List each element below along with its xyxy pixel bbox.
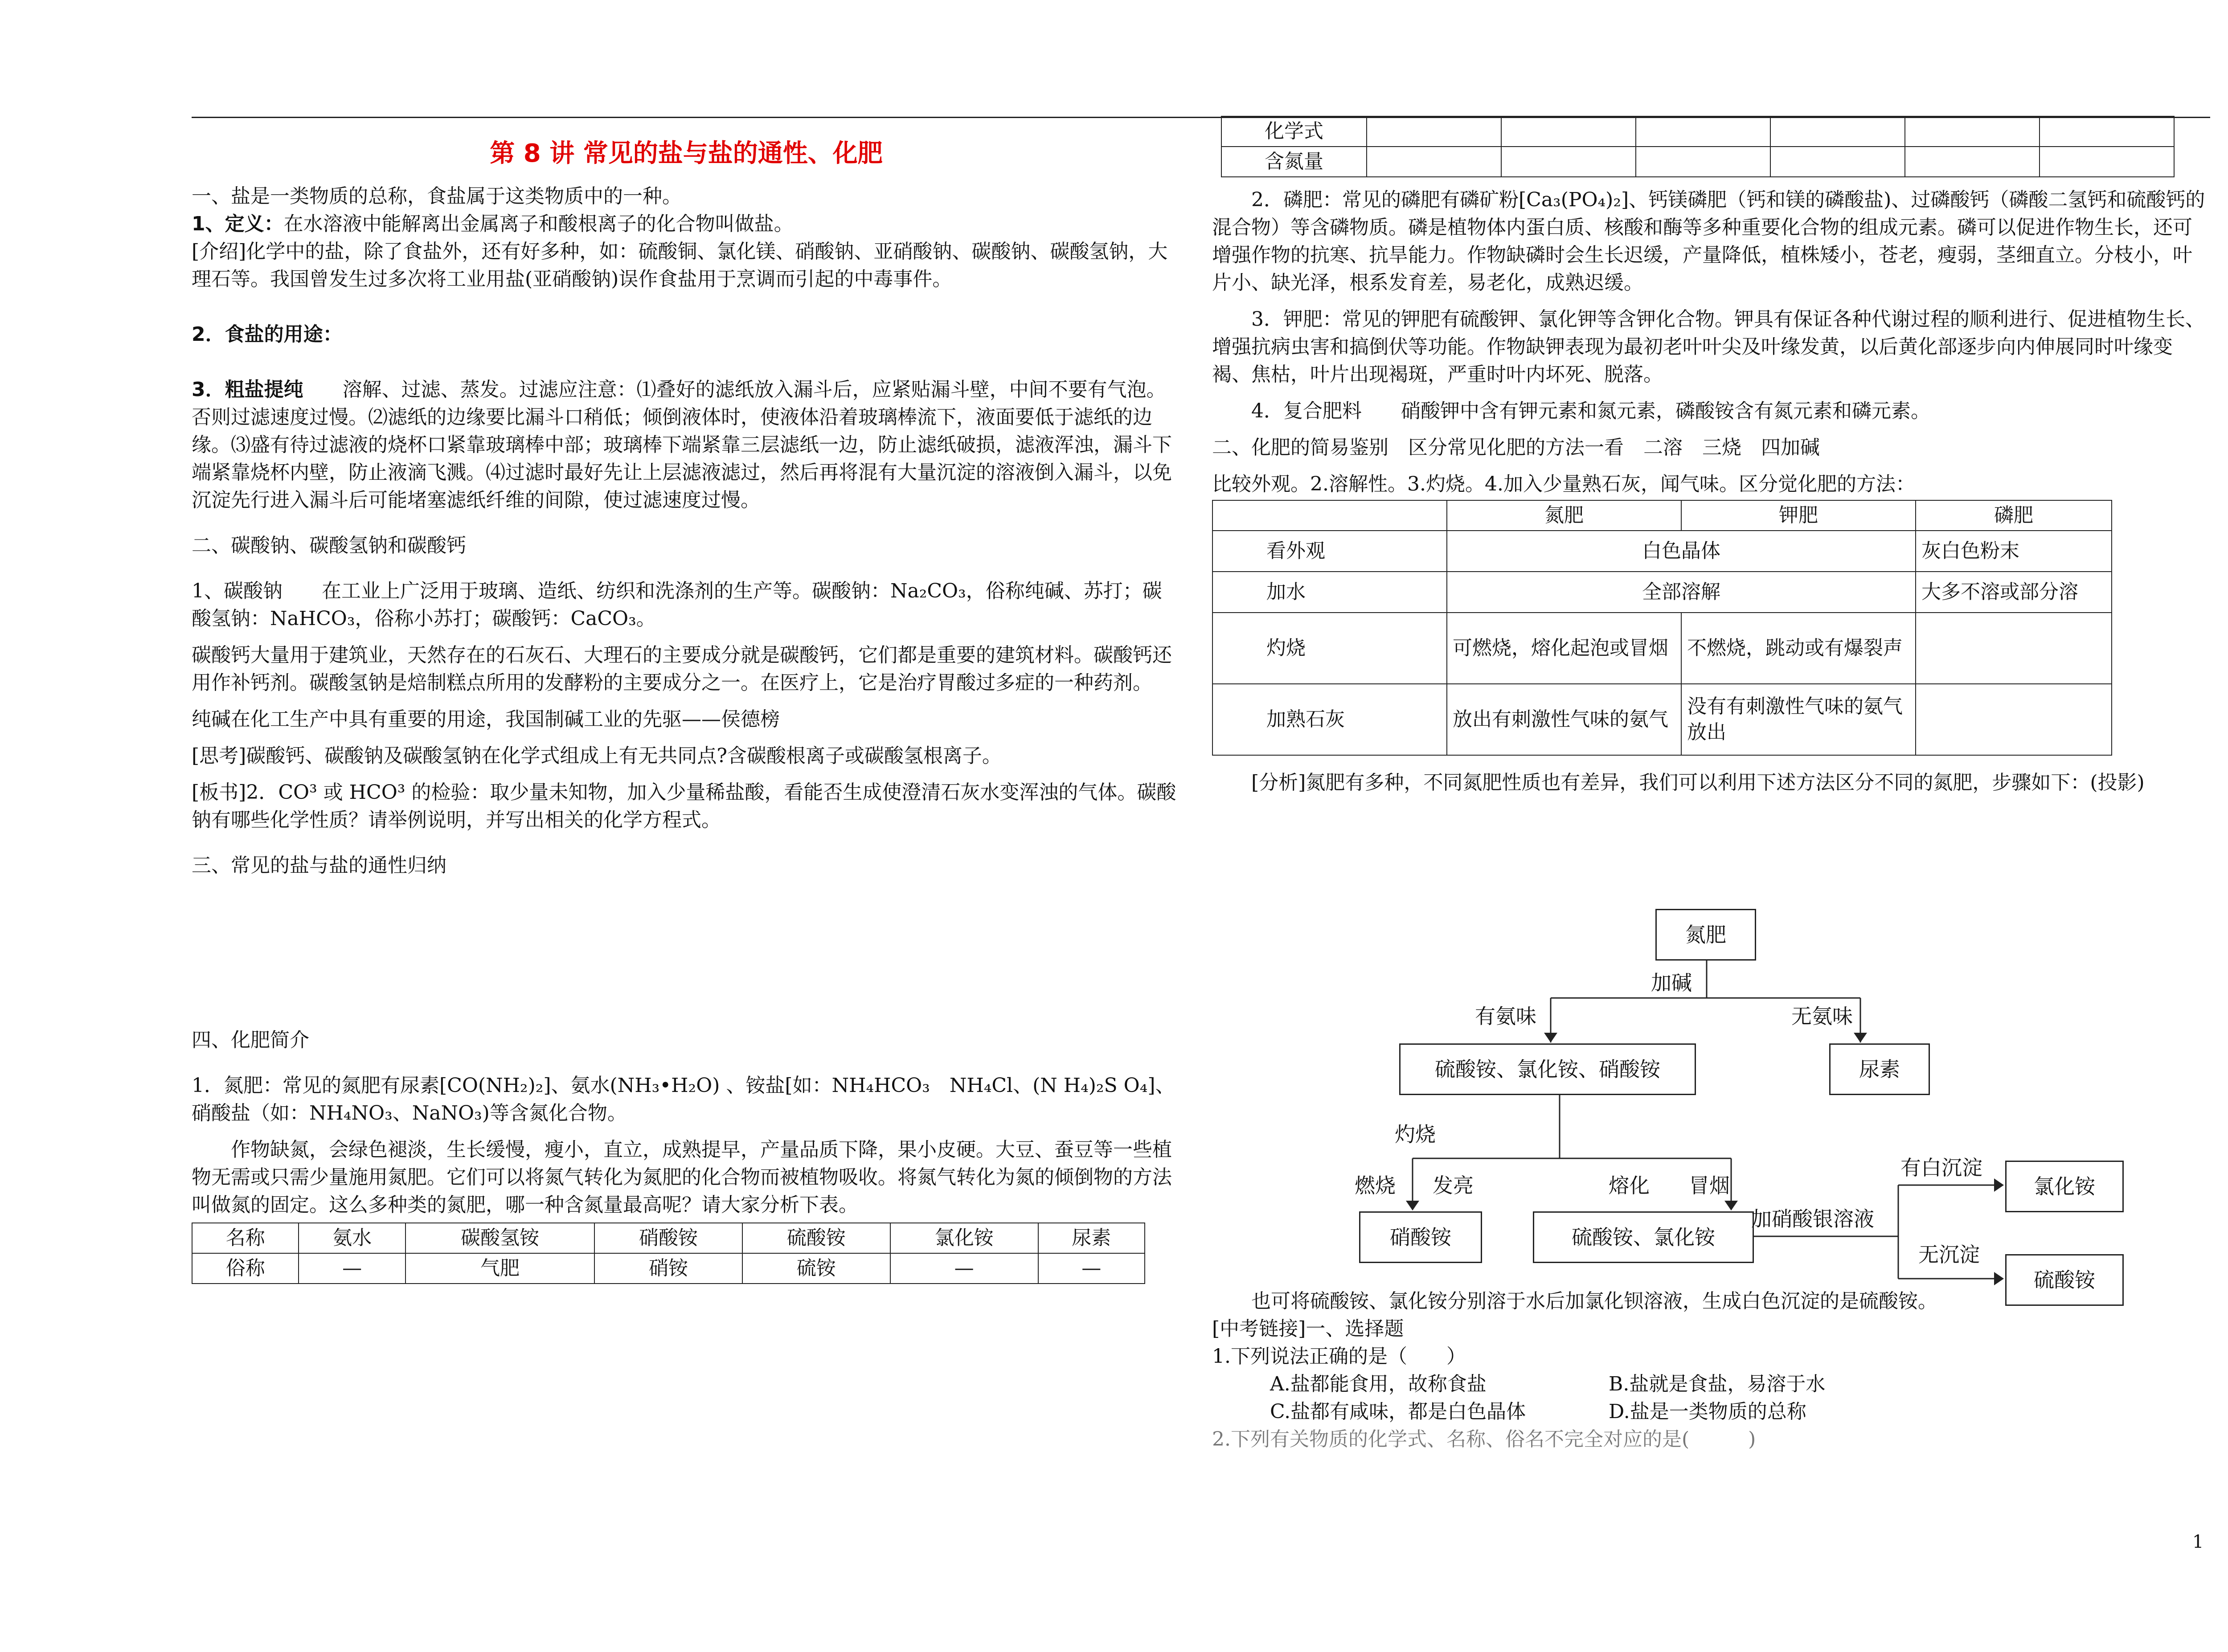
comparison-methods: 比较外观。2.溶解性。3.灼烧。4.加入少量熟石灰，闻气味。区分觉化肥的方法：	[1212, 473, 1915, 495]
flow-node-urea: 尿素	[1829, 1043, 1930, 1095]
question-2: 2.下列有关物质的化学式、名称、俗名不完全对应的是( )	[1212, 1428, 1756, 1451]
think-paragraph: [思考]碳酸钙、碳酸钠及碳酸氢钠在化学式组成上有无共同点?含碳酸根离子或碳酸氢根离子。	[192, 744, 1002, 767]
flow-node-ammonium-sulfate: 硫酸铵	[2005, 1254, 2124, 1306]
table-cell: 硫酸铵	[742, 1223, 890, 1253]
purification-text: 溶解、过滤、蒸发。过滤应注意：⑴叠好的滤纸放入漏斗后，应紧贴漏斗壁，中间不要有气泡。否则过滤速度过慢。⑵滤纸的边缘要比漏斗口稍低；倾倒液体时，使液体沿着玻璃棒流下，液面要低于滤纸的边缘。⑶盛有待过滤液的烧杯口紧靠玻璃棒中部；玻璃棒下端紧靠三层滤纸一边，防止滤纸破损，滤液浑浊，漏斗下端紧靠烧杯内壁，防止液滴飞溅。⑷过滤时最好先让上层滤液滤过，然后再将混有大量沉淀的溶液倒入漏斗，以免沉淀先行进入漏斗后可能堵塞滤纸纤维的间隙，使过滤速度过慢。	[192, 378, 1172, 511]
board-paragraph: [板书]2．CO³ 或 HCO³ 的检验：取少量未知物，加入少量稀盐酸，看能否生成使澄清石灰水变浑浊的气体。碳酸钠有哪些化学性质？请举例说明，并写出相关的化学方程式。	[192, 781, 1176, 831]
flow-label-add-alkali: 加碱	[1651, 971, 1692, 995]
definition-text: 在水溶液中能解离出金属离子和酸根离子的化合物叫做盐。	[283, 213, 794, 235]
table-cell: 氨水	[299, 1223, 405, 1253]
nitrogen-fertilizer-paragraph: 1．氮肥：常见的氮肥有尿素[CO(NH₂)₂]、氨水(NH₃•H₂O) 、铵盐[如：NH₄HCO₃ NH₄Cl、(N H₄)₂S O₄]、硝酸盐（如：NH₄NO₃、NaNO₃)等含氮化合物。	[192, 1074, 1175, 1125]
flow-label-burn: 灼烧	[1395, 1122, 1436, 1146]
question-1-options-cd	[1212, 1398, 2210, 1426]
table-cell: 灼烧	[1212, 613, 1447, 684]
flow-label-no-precipitate: 无沉淀	[1918, 1243, 1980, 1267]
phosphate-paragraph: 2．磷肥：常见的磷肥有磷矿粉[Ca₃(PO₄)₂]、钙镁磷肥（钙和镁的磷酸盐)、过磷酸钙（磷酸二氢钙和硫酸钙的混合物）等含磷物质。磷是植物体内蛋白质、核酸和酶等多种重要化合物的组成元素。磷可以促进作物生长，还可增强作物的抗寒、抗旱能力。作物缺磷时会生长迟缓，产量降低，植株矮小，苍老，瘦弱，茎细直立。分枝小，叶片小、缺光泽，根系发育差，易老化，成熟迟缓。	[1212, 188, 2205, 294]
nitrogen-deficiency-paragraph: 作物缺氮，会绿色褪淡，生长缓慢，瘦小，直立，成熟提早，产量品质下降，果小皮硬。大豆、蚕豆等一些植物无需或只需少量施用氮肥。它们可以将氮气转化为氮肥的化合物而被植物吸收。将氮气转化为氮的倾倒物的方法叫做氮的固定。这么多种类的氮肥，哪一种含氮量最高呢？请大家分析下表。	[192, 1138, 1172, 1216]
flow-label-no-ammonia-smell: 无氨味	[1791, 1004, 1853, 1028]
table-cell: 氯化铵	[890, 1223, 1038, 1253]
option-d: D.盐是一类物质的总称	[1609, 1400, 1806, 1423]
page-title: 第 8 讲 常见的盐与盐的通性、化肥	[490, 139, 883, 168]
salt-uses-heading: 2．食盐的用途：	[192, 323, 343, 346]
table-cell: —	[890, 1253, 1038, 1284]
table-cell: —	[299, 1253, 405, 1284]
flow-label-smoke: 冒烟	[1689, 1174, 1730, 1198]
table-cell: 气肥	[405, 1253, 594, 1284]
identification-heading: 二、化肥的简易鉴别 区分常见化肥的方法一看 二溶 三烧 四加碱	[1212, 436, 1820, 459]
table-cell: 可燃烧，熔化起泡或冒烟	[1447, 613, 1681, 684]
flow-node-ammonium-chloride: 氯化铵	[2005, 1161, 2124, 1212]
table-cell: 硝酸铵	[594, 1223, 742, 1253]
table-cell: 化学式	[1221, 116, 1367, 147]
right-column-bottom	[1212, 1288, 2210, 1453]
page-number: 1	[2192, 1532, 2204, 1552]
table-cell: —	[1038, 1253, 1145, 1284]
table-cell: 看外观	[1212, 531, 1447, 572]
exam-link-heading: [中考链接]一、选择题	[1212, 1317, 1404, 1340]
table-cell: 钾肥	[1681, 500, 1916, 531]
purification-label: 3．粗盐提纯	[192, 378, 303, 401]
flow-label-white-precipitate: 有白沉淀	[1900, 1156, 1982, 1180]
hou-debang-paragraph: 纯碱在化工生产中具有重要的用途，我国制碱工业的先驱——侯德榜	[192, 708, 780, 731]
calcium-carbonate-paragraph: 碳酸钙大量用于建筑业，天然存在的石灰石、大理石的主要成分就是碳酸钙，它们都是重要的建筑材料。碳酸钙还用作补钙剂。碳酸氢钠是焙制糕点所用的发酵粉的主要成分之一。在医疗上，它是治疗胃酸过多症的一种药剂。	[192, 644, 1172, 694]
flow-label-add-silver-nitrate: 加硝酸银溶液	[1751, 1207, 1874, 1231]
section-2-heading: 二、碳酸钠、碳酸氢钠和碳酸钙	[192, 534, 466, 557]
table-cell: 尿素	[1038, 1223, 1145, 1253]
table-cell: 放出有刺激性气味的氨气	[1447, 684, 1681, 755]
flow-node-nitrogen-fertilizer: 氮肥	[1655, 909, 1756, 961]
table-cell: 加熟石灰	[1212, 684, 1447, 755]
table-cell: 硝铵	[594, 1253, 742, 1284]
flow-label-combust: 燃烧	[1355, 1174, 1396, 1198]
table-cell: 硫铵	[742, 1253, 890, 1284]
intro-paragraph: [介绍]化学中的盐，除了食盐外，还有好多种，如：硫酸铜、氯化镁、硝酸钠、亚硝酸钠、碳酸钠、碳酸氢钠，大理石等。我国曾发生过多次将工业用盐(亚硝酸钠)误作食盐用于烹调而引起的中毒事件。	[192, 240, 1168, 290]
sodium-carbonate-paragraph: 1、碳酸钠 在工业上广泛用于玻璃、造纸、纺织和洗涤剂的生产等。碳酸钠：Na₂CO₃，俗称纯碱、苏打；碳酸氢钠：NaHCO₃，俗称小苏打；碳酸钙：CaCO₃。	[192, 580, 1162, 630]
table-cell: 名称	[192, 1223, 299, 1253]
section-4-heading: 四、化肥简介	[192, 1029, 309, 1051]
section-3-heading: 三、常见的盐与盐的通性归纳	[192, 854, 446, 877]
flow-label-glow: 发亮	[1433, 1174, 1474, 1198]
section-1-heading: 一、盐是一类物质的总称，食盐属于这类物质中的一种。	[192, 185, 682, 208]
table-cell: 不燃烧，跳动或有爆裂声	[1681, 613, 1916, 684]
flow-node-ammonium-nitrate: 硝酸铵	[1359, 1211, 1482, 1263]
flow-label-melt: 熔化	[1609, 1174, 1650, 1198]
question-1: 1.下列说法正确的是（ ）	[1212, 1345, 1466, 1368]
table-cell: 俗称	[192, 1253, 299, 1284]
flow-label-ammonia-smell: 有氨味	[1475, 1004, 1536, 1028]
table-cell: 全部溶解	[1447, 572, 1916, 613]
definition-label: 1、定义：	[192, 213, 284, 235]
table-cell: 大多不溶或部分溶	[1916, 572, 2112, 613]
table-cell: 磷肥	[1916, 500, 2112, 531]
flow-node-sulfate-chloride: 硫酸铵、氯化铵	[1533, 1211, 1754, 1263]
option-a: A.盐都能食用，故称食盐	[1270, 1373, 1487, 1395]
analysis-paragraph: [分析]氮肥有多种，不同氮肥性质也有差异，我们可以利用下述方法区分不同的氮肥，步骤如下：(投影)	[1251, 771, 2145, 794]
compound-fertilizer-paragraph: 4．复合肥料 硝酸钾中含有钾元素和氮元素，磷酸铵含有氮元素和磷元素。	[1251, 400, 1930, 422]
table-cell: 氮肥	[1447, 500, 1681, 531]
question-1-options-ab	[1212, 1370, 2210, 1398]
potash-paragraph: 3．钾肥：常见的钾肥有硫酸钾、氯化钾等含钾化合物。钾具有保证各种代谢过程的顺利进行、促进植物生长、增强抗病虫害和搞倒伏等功能。作物缺钾表现为最初老叶叶尖及叶缘发黄，以后黄化部逐步向内伸展同时叶缘变褐、焦枯，叶片出现褐斑，严重时叶内坏死、脱落。	[1212, 308, 2205, 386]
table-cell: 碳酸氢铵	[405, 1223, 594, 1253]
table-cell: 灰白色粉末	[1916, 531, 2112, 572]
option-c: C.盐都有咸味，都是白色晶体	[1270, 1400, 1526, 1423]
table-cell: 没有有刺激性气味的氨气放出	[1681, 684, 1916, 755]
table-cell: 加水	[1212, 572, 1447, 613]
barium-chloride-note: 也可将硫酸铵、氯化铵分别溶于水后加氯化钡溶液，生成白色沉淀的是硫酸铵。	[1251, 1290, 1937, 1313]
table-cell: 含氮量	[1221, 147, 1367, 177]
flow-node-ammonium-salts: 硫酸铵、氯化铵、硝酸铵	[1399, 1043, 1696, 1095]
table-cell: 白色晶体	[1447, 531, 1916, 572]
option-b: B.盐就是食盐，易溶于水	[1609, 1373, 1826, 1395]
